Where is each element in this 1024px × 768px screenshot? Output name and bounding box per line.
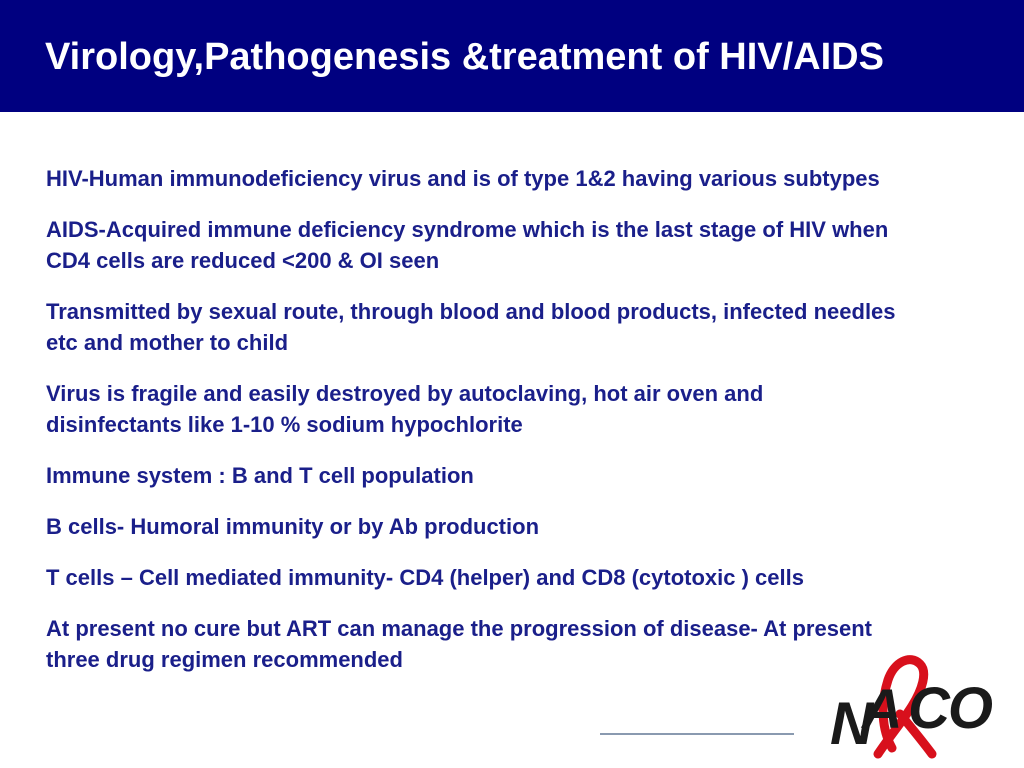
logo-text: CO <box>908 676 991 741</box>
footer-divider <box>600 733 794 735</box>
title-bar <box>0 0 1024 112</box>
paragraph: Transmitted by sexual route, through blood and blood products, infected needles etc and mother to child <box>46 299 896 355</box>
naco-logo <box>822 650 1002 762</box>
logo-text: A <box>862 677 901 740</box>
slide-title: Virology,Pathogenesis &treatment of HIV/AIDS <box>45 36 884 78</box>
slide-body <box>46 163 896 695</box>
paragraph: Immune system : B and T cell population <box>46 463 474 488</box>
paragraph: B cells- Humoral immunity or by Ab production <box>46 514 540 539</box>
paragraph: Virus is fragile and easily destroyed by autoclaving, hot air oven and disinfectants like 1-10 % sodium hypochlorite <box>46 381 764 437</box>
paragraph: AIDS-Acquired immune deficiency syndrome which is the last stage of HIV when CD4 cells are reduced <200 & OI seen <box>46 217 889 273</box>
paragraph: At present no cure but ART can manage the progression of disease- At present three drug regimen recommended <box>46 616 872 672</box>
logo-text: N <box>830 690 872 757</box>
paragraph: HIV-Human immunodeficiency virus and is of type 1&2 having various subtypes <box>46 166 880 191</box>
paragraph: T cells – Cell mediated immunity- CD4 (helper) and CD8 (cytotoxic ) cells <box>46 565 804 590</box>
